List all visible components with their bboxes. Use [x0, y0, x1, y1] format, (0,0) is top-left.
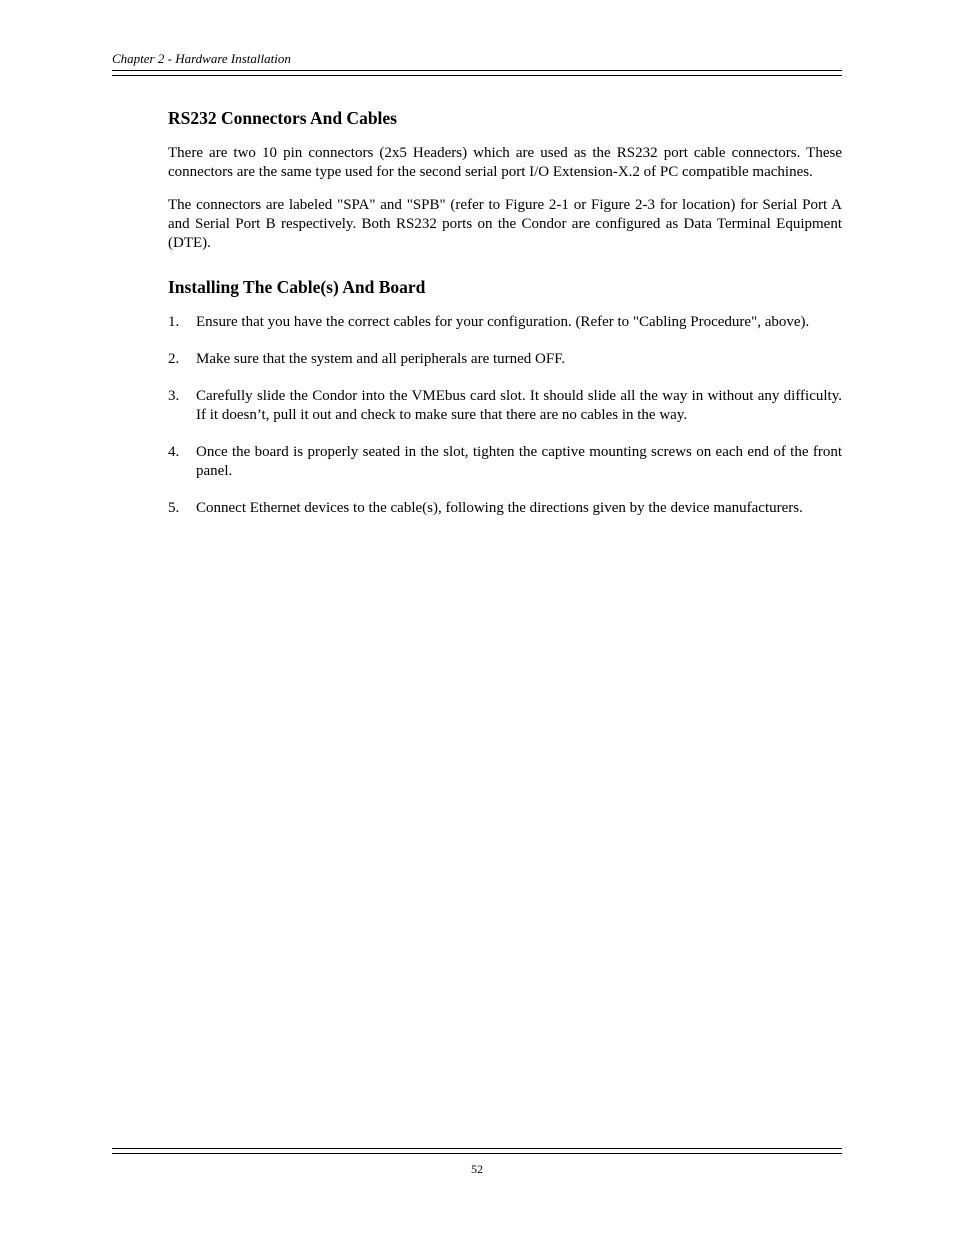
step-number: 3.	[168, 388, 180, 404]
step-text: Make sure that the system and all peripherals are turned OFF.	[196, 351, 566, 367]
list-item	[168, 387, 842, 425]
page-body	[168, 106, 842, 536]
section-heading-rs232: RS232 Connectors And Cables	[168, 108, 397, 128]
running-header: Chapter 2 - Hardware Installation	[112, 51, 291, 66]
list-item	[168, 350, 842, 369]
step-number: 4.	[168, 444, 180, 460]
step-text: Connect Ethernet devices to the cable(s), following the directions given by the device manufacturers.	[196, 500, 803, 516]
list-item	[168, 313, 842, 332]
paragraph-rs232-labels: The connectors are labeled "SPA" and "SPB" (refer to Figure 2-1 or Figure 2-3 for location) for Serial Port A and Serial Port B respectively. Both RS232 ports on the Condor are configured as Data Terminal Equipment (DTE).	[168, 197, 842, 251]
step-text: Ensure that you have the correct cables for your configuration. (Refer to "Cabling Procedure", above).	[196, 314, 810, 330]
list-item	[168, 443, 842, 481]
paragraph-rs232-intro: There are two 10 pin connectors (2x5 Headers) which are used as the RS232 port cable connectors. These connectors are the same type used for the second serial port I/O Extension-X.2 of PC compatible machines.	[168, 145, 842, 180]
step-text: Carefully slide the Condor into the VMEbus card slot. It should slide all the way in without any difficulty. If it doesn’t, pull it out and check to make sure that there are no cables in the way.	[196, 388, 842, 423]
header-rule-bottom	[112, 75, 842, 76]
step-text: Once the board is properly seated in the slot, tighten the captive mounting screws on each end of the front panel.	[196, 444, 842, 479]
step-number: 1.	[168, 314, 180, 330]
list-item	[168, 499, 842, 518]
footer-rule-top	[112, 1148, 842, 1149]
header-rule-top	[112, 70, 842, 71]
page-number: 52	[471, 1162, 483, 1176]
install-steps-list	[168, 313, 842, 518]
step-number: 2.	[168, 351, 180, 367]
step-number: 5.	[168, 500, 180, 516]
footer-rule-bottom	[112, 1153, 842, 1154]
section-heading-install: Installing The Cable(s) And Board	[168, 277, 426, 297]
